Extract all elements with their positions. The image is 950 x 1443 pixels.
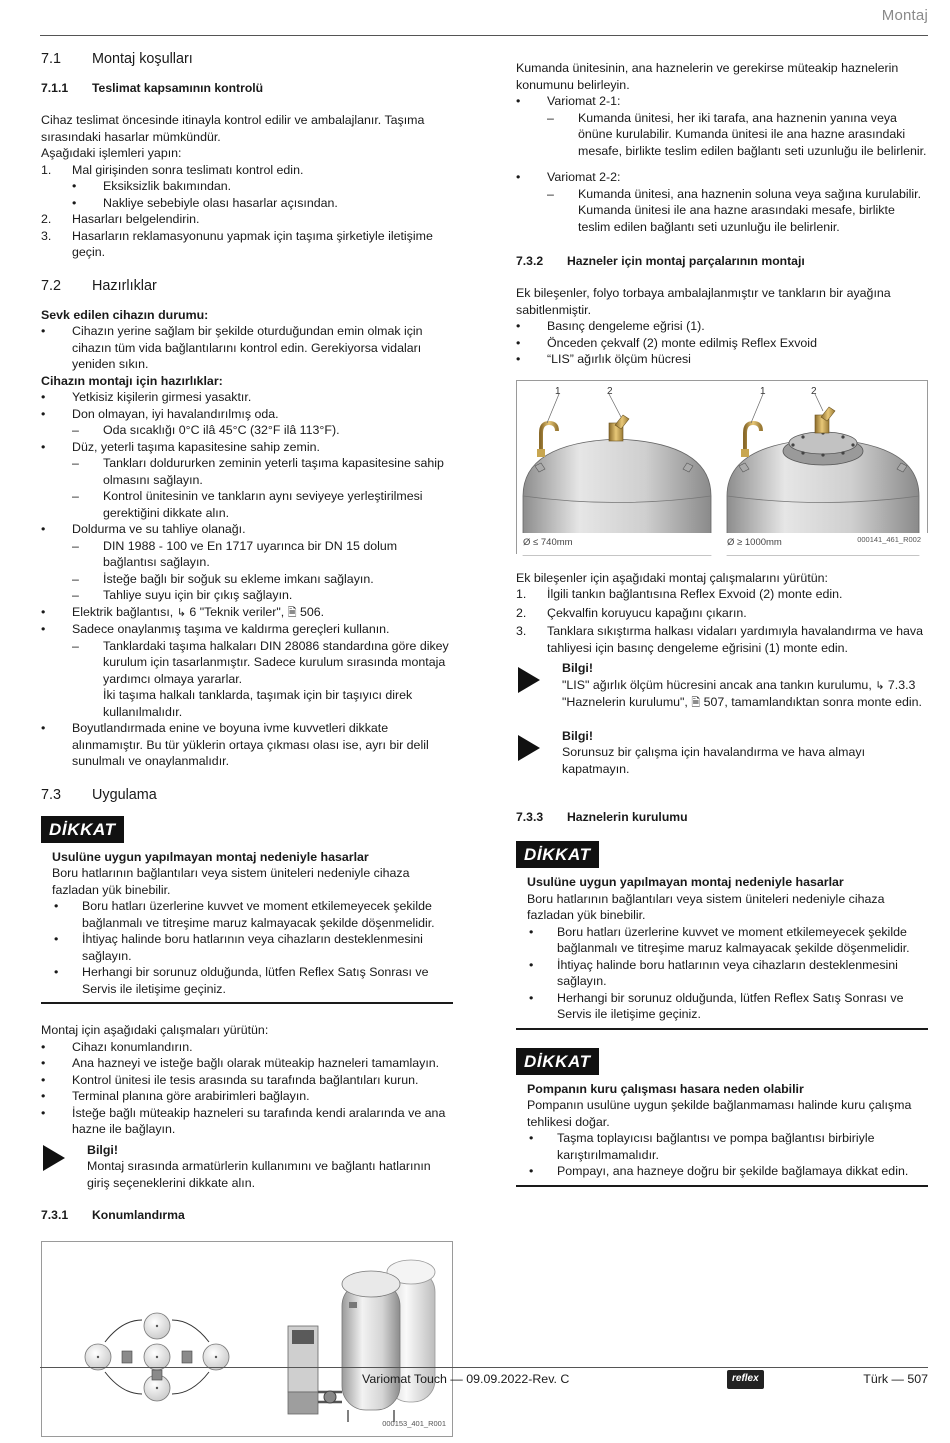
warning-text: Boru hatlarının bağlantıları veya sistem üniteleri nedeniyle cihaza fazladan yük binebilir. — [527, 891, 885, 922]
numbered-list — [41, 162, 453, 261]
list-item: • Taşma toplayıcısı bağlantısı ve pompa bağlantısı birbiriyle karıştırılmamalıdır. — [529, 1131, 875, 1162]
page-header-title: Montaj — [881, 7, 928, 24]
list-item: 2. Çekvalfin koruyucu kapağını çıkarın. — [516, 605, 747, 620]
dimension-label-right: Ø ≥ 1000mm — [727, 536, 782, 548]
cross-ref-icon: ↳ — [176, 605, 186, 619]
left-column — [41, 50, 453, 1437]
page-ref-icon: 🗎 — [691, 696, 701, 709]
list-item: 3. Hasarların reklamasyonunu yapmak için taşıma şirketiyle iletişime geçin. — [41, 228, 433, 259]
list-item: • Terminal planına göre arabirimleri bağlayın. — [41, 1089, 310, 1103]
list-item: – Kontrol ünitesinin ve tankların aynı seviyeye yerleştirilmesi gerektiğini dikkate alın. — [72, 489, 423, 520]
list-item: • Ana hazneyi ve isteğe bağlı olarak müteakip hazneleri tamamlayın. — [41, 1056, 440, 1070]
warning-title: Pompanın kuru çalışması hasara neden olabilir — [527, 1081, 804, 1096]
list-item: • Cihazın yerine sağlam bir şekilde oturduğundan emin olmak için cihazın tüm vida bağlantılarını kontrol edin. Gerekiyorsa vidaları yeniden sıkın. — [41, 324, 423, 371]
paragraph: Kumanda ünitesinin, ana haznelerin ve gerekirse müteakip haznelerin konumunu belirleyin. — [516, 61, 899, 92]
list-item: • Kontrol ünitesi ile tesis arasında su tarafında bağlantıları kurun. — [41, 1072, 419, 1087]
list-item: • Boru hatları üzerlerine kuvvet ve moment etkilemeyecek şekilde bağlanmalı ve titreşime maruz kalmayacak şekilde döşenmelidir. — [54, 899, 435, 930]
figure-label: 1 — [760, 385, 766, 397]
right-column — [516, 60, 928, 1187]
footer-document-info: Variomat Touch — 09.09.2022-Rev. C — [362, 1372, 570, 1386]
paragraph: Montaj için aşağıdaki çalışmaları yürütün: — [41, 1023, 269, 1037]
list-item: – Tankları doldururken zeminin yeterli taşıma kapasitesine sahip olmasını sağlayın. — [72, 456, 444, 487]
info-arrow-icon — [41, 1142, 87, 1192]
list-item: • Boyutlandırmada enine ve boyuna ivme kuvvetleri dikkate alınmamıştır. Bu tür yüklerin ortaya çıkması olası ise, ayrı bir delil sunulmalı ve onaylanmalıdır. — [41, 721, 429, 768]
list-item: 2. Hasarları belgelendirin. — [41, 212, 200, 226]
warning-badge: DİKKAT — [41, 816, 124, 843]
section-7-3-heading: 7.3 Uygulama — [41, 786, 157, 803]
info-text: "LIS" ağırlık ölçüm hücresini ancak ana tankın kurulumu, ↳ 7.3.3 "Haznelerin kurulumu", 🗎 507, tamamlandıktan sonra monte edin. — [562, 677, 922, 709]
list-item: • Basınç dengeleme eğrisi (1). — [516, 319, 705, 333]
list-item: – Kumanda ünitesi, her iki tarafa, ana haznenin yanına veya önüne kurulabilir. Kumanda ünitesi ile ana hazne arasındaki mesafe, birlikte teslim edilen bağlantı seti uzunluğu ile belirlenir. — [547, 110, 927, 158]
list-item: • Pompayı, ana hazneye doğru bir şekilde bağlamaya dikkat edin. — [529, 1164, 909, 1178]
list-item: • Nakliye sebebiyle olası hasarlar açısından. — [72, 195, 338, 210]
list-item: – Tahliye suyu için bir çıkış sağlayın. — [72, 588, 293, 602]
warning-badge: DİKKAT — [516, 841, 599, 868]
info-arrow-icon — [516, 660, 562, 712]
figure-label: 2 — [811, 385, 817, 397]
list-item: 3. Tanklara sıkıştırma halkası vidaları yardımıyla havalandırma ve hava tahliyesi için basınç dengeleme eğrisini (1) monte edin. — [516, 624, 924, 655]
section-7-3-2-heading: 7.3.2 Hazneler için montaj parçalarının montajı — [516, 254, 805, 268]
list-item: • Cihazı konumlandırın. — [41, 1039, 193, 1054]
list-item: – Oda sıcaklığı 0°C ilâ 45°C (32°F ilâ 113°F). — [72, 423, 340, 437]
warning-box — [516, 1048, 928, 1187]
paragraph: Ek bileşenler için aşağıdaki montaj çalışmalarını yürütün: — [516, 570, 828, 585]
list-item: • Eksiksizlik bakımından. — [72, 179, 232, 193]
warning-box — [516, 841, 928, 1030]
cross-ref-link[interactable]: 7.3.3 "Haznelerin kurulumu", — [562, 677, 916, 709]
info-title: Bilgi! — [562, 728, 593, 743]
figure-code: 000153_401_R001 — [382, 1418, 446, 1428]
info-text: Montaj sırasında armatürlerin kullanımını ve bağlantı hatlarının giriş seçeneklerini dikkate alın. — [87, 1159, 431, 1190]
warning-badge: DİKKAT — [516, 1048, 599, 1075]
cross-ref-link[interactable]: 6 "Teknik veriler", — [189, 604, 288, 619]
list-item: • Variomat 2-1: — [516, 94, 621, 108]
page-ref-icon: 🗎 — [287, 605, 297, 619]
warning-title: Usulüne uygun yapılmayan montaj nedeniyle hasarlar — [52, 849, 369, 864]
paragraph: Ek bileşenler, folyo torbaya ambalajlanmıştır ve tankların bir ayağına sabitlenmiştir. — [516, 286, 891, 317]
list-item: • Sadece onaylanmış taşıma ve kaldırma gereçleri kullanın. — [41, 622, 390, 636]
cross-ref-icon: ↳ — [875, 678, 885, 692]
reflex-logo: reflex — [727, 1370, 764, 1389]
list-item: – İsteğe bağlı bir soğuk su ekleme imkanı sağlayın. — [72, 571, 374, 586]
list-item: • Önceden çekvalf (2) monte edilmiş Reflex Exvoid — [516, 335, 817, 350]
list-item: • İsteğe bağlı müteakip hazneleri su tarafında kendi aralarında ve ana hazne ile bağlayın. — [41, 1105, 446, 1136]
info-title: Bilgi! — [562, 661, 593, 675]
list-item: • Doldurma ve su tahliye olanağı. — [41, 522, 246, 536]
paragraph: Cihaz teslimat öncesinde itinayla kontrol edilir ve ambalajlanır. Taşıma sırasındaki hasarlar mümkündür. — [41, 113, 425, 144]
list-item: • Elektrik bağlantısı, ↳ 6 "Teknik veriler", 🗎 506. — [41, 604, 325, 619]
warning-text: Pompanın usulüne uygun şekilde bağlanmaması halinde kuru çalışma tehlikesi doğar. — [527, 1098, 912, 1129]
bullet-list — [41, 1039, 453, 1138]
section-7-1-heading: 7.1 Montaj koşulları — [41, 51, 193, 67]
list-item: • Düz, yeterli taşıma kapasitesine sahip zemin. — [41, 439, 320, 454]
subheading: Sevk edilen cihazın durumu: — [41, 307, 209, 322]
list-item: • Herhangi bir sorunuz olduğunda, lütfen Reflex Satış Sonrası ve Servis ile iletişime geçiniz. — [54, 965, 429, 996]
info-arrow-icon — [516, 728, 562, 778]
info-title: Bilgi! — [87, 1142, 118, 1157]
section-7-1-1-heading: 7.1.1 Teslimat kapsamının kontrolü — [41, 81, 264, 95]
list-item: 1. Mal girişinden sonra teslimatı kontrol edin. — [41, 162, 304, 177]
positioning-illustration — [42, 1242, 454, 1438]
list-item: • Yetkisiz kişilerin girmesi yasaktır. — [41, 390, 252, 404]
figure-code: 000141_461_R002 — [857, 535, 921, 544]
info-text: Sorunsuz bir çalışma için havalandırma ve hava almayı kapatmayın. — [562, 745, 866, 776]
info-note — [516, 660, 928, 712]
list-item: • Variomat 2-2: — [516, 170, 621, 184]
footer-rule — [40, 1367, 928, 1368]
mounting-parts-figure — [516, 380, 928, 554]
list-item: • “LIS” ağırlık ölçüm hücresi — [516, 352, 691, 366]
section-7-3-1-heading: 7.3.1 Konumlandırma — [41, 1208, 185, 1222]
section-7-2-heading: 7.2 Hazırlıklar — [41, 277, 157, 294]
paragraph: Aşağıdaki işlemleri yapın: — [41, 146, 182, 160]
mounting-parts-illustration — [517, 381, 929, 555]
positioning-figure — [41, 1241, 453, 1437]
list-item: – Kumanda ünitesi, ana haznenin soluna veya sağına kurulabilir. Kumanda ünitesi ile ana hazne arasındaki mesafe, birlikte teslim edilen bağlantı seti uzunluğu ile belirlenir. — [547, 186, 922, 234]
list-item: 1. İlgili tankın bağlantısına Reflex Exvoid (2) monte edin. — [516, 587, 843, 601]
list-item: – DIN 1988 - 100 ve En 1717 uyarınca bir DN 15 dolum bağlantısı sağlayın. — [72, 538, 398, 569]
section-7-3-3-heading: 7.3.3 Haznelerin kurulumu — [516, 810, 688, 824]
info-note — [516, 728, 928, 778]
warning-text: Boru hatlarının bağlantıları veya sistem üniteleri nedeniyle cihaza fazladan yük binebilir. — [52, 866, 410, 897]
info-note — [41, 1142, 453, 1192]
list-item: • İhtiyaç halinde boru hatlarının veya cihazların desteklenmesini sağlayın. — [54, 932, 423, 963]
list-item: • Don olmayan, iyi havalandırılmış oda. — [41, 406, 279, 421]
footer-page-number: Türk — 507 — [863, 1372, 928, 1386]
bullet-list — [41, 389, 453, 770]
subheading: Cihazın montajı için hazırlıklar: — [41, 373, 223, 388]
list-item: • Boru hatları üzerlerine kuvvet ve moment etkilemeyecek şekilde bağlanmalı ve titreşime maruz kalmayacak şekilde döşenmelidir. — [529, 924, 910, 955]
warning-title: Usulüne uygun yapılmayan montaj nedeniyle hasarlar — [527, 875, 844, 889]
figure-label: 1 — [555, 385, 561, 397]
warning-box — [41, 816, 453, 1005]
list-item: • İhtiyaç halinde boru hatlarının veya cihazların desteklenmesini sağlayın. — [529, 957, 898, 988]
header-rule — [40, 35, 928, 36]
list-item: • Herhangi bir sorunuz olduğunda, lütfen Reflex Satış Sonrası ve Servis ile iletişime geçiniz. — [529, 990, 904, 1021]
dimension-label-left: Ø ≤ 740mm — [523, 536, 573, 548]
list-item: – Tanklardaki taşıma halkaları DIN 28086 standardına göre dikey kurulum için tasarlanmıştır. Sadece kurulum sırasında montaja yardımcı olmaya yararlar. İki taşıma halkalı tanklarda, taşımak için bir taşıyıcı direk kullanılmalıdır. — [72, 638, 449, 719]
figure-label: 2 — [607, 385, 613, 397]
